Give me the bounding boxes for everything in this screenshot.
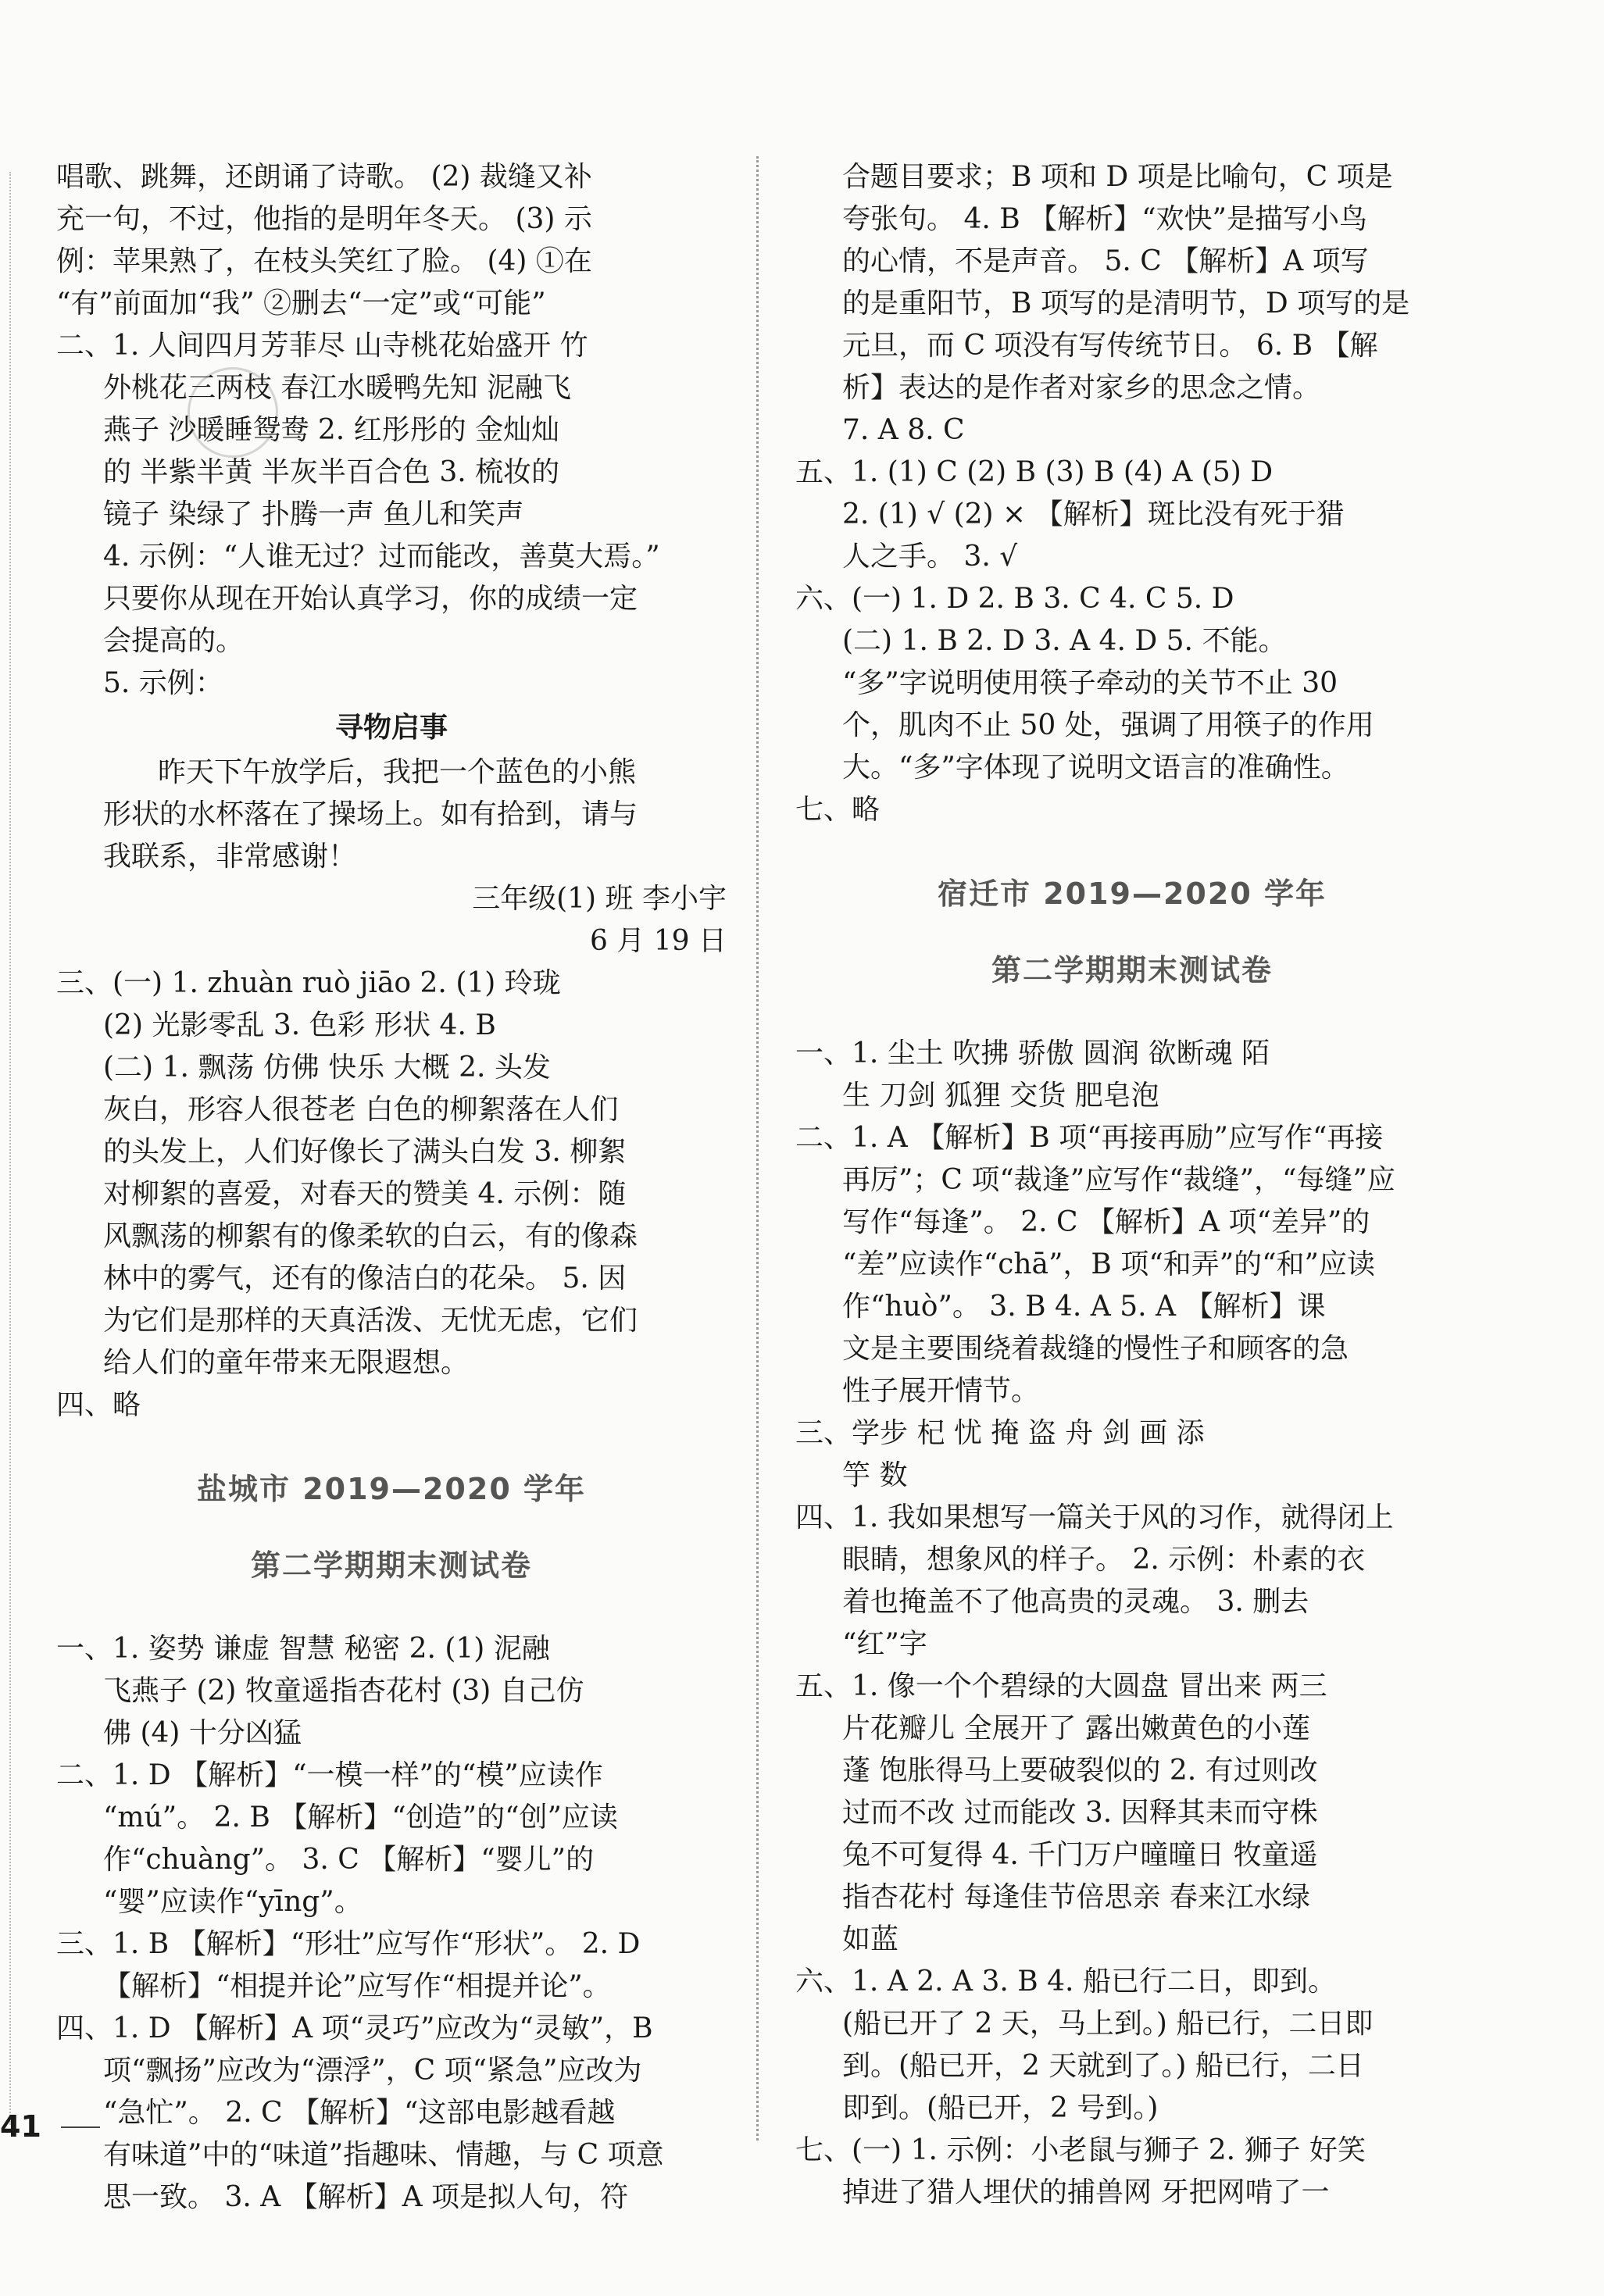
text-line: 4. 示例：“人谁无过？过而能改，善莫大焉。” xyxy=(103,541,660,573)
right-column xyxy=(795,156,1469,2214)
text-line: “急忙”。 2. C 【解析】“这部电影越看越 xyxy=(103,2097,616,2129)
notice-title: 寻物启事 xyxy=(334,712,448,744)
section-heading: 盐城市 2019—2020 学年 xyxy=(197,1472,586,1506)
text-line: 五、1. (1) C (2) B (3) B (4) A (5) D xyxy=(795,456,1274,488)
text-line: 灰白，形容人很苍老 白色的柳絮落在人们 xyxy=(103,1094,619,1126)
text-line: 析】表达的是作者对家乡的思念之情。 xyxy=(842,372,1321,404)
text-line: 一、1. 尘土 吹拂 骄傲 圆润 欲断魂 陌 xyxy=(795,1037,1270,1069)
text-line: 指杏花村 每逢佳节倍思亲 春来江水绿 xyxy=(842,1881,1310,1913)
text-line: 燕子 沙暖睡鸳鸯 2. 红彤彤的 金灿灿 xyxy=(103,414,560,446)
text-line: 镜子 染绿了 扑腾一声 鱼儿和笑声 xyxy=(103,498,524,530)
text-line: “差”应读作“chā”，B 项“和弄”的“和”应读 xyxy=(842,1248,1375,1280)
text-line: 有味道”中的“味道”指趣味、情趣，与 C 项意 xyxy=(103,2139,664,2171)
text-line: 为它们是那样的天真活泼、无忧无虑，它们 xyxy=(103,1305,638,1337)
text-line: 飞燕子 (2) 牧童遥指杏花村 (3) 自己仿 xyxy=(103,1675,584,1707)
text-line: 着也掩盖不了他高贵的灵魂。 3. 删去 xyxy=(842,1586,1309,1618)
text-line: 如蓝 xyxy=(842,1923,899,1955)
text-line: (二) 1. 飘荡 仿佛 快乐 大概 2. 头发 xyxy=(103,1052,551,1084)
text-line: 元旦，而 C 项没有写传统节日。 6. B 【解 xyxy=(842,330,1378,362)
text-line: 片花瓣儿 全展开了 露出嫩黄色的小莲 xyxy=(842,1712,1310,1744)
text-line: 四、1. D 【解析】A 项“灵巧”应改为“灵敏”，B xyxy=(56,2012,653,2044)
text-line: “婴”应读作“yīng”。 xyxy=(103,1886,363,1918)
text-line: 充一句，不过，他指的是明年冬天。 (3) 示 xyxy=(56,203,592,235)
text-line: 性子展开情节。 xyxy=(842,1375,1040,1407)
text-line: 二、1. D 【解析】“一模一样”的“模”应读作 xyxy=(56,1759,603,1791)
left-column xyxy=(56,156,727,2219)
text-line: 的头发上，人们好像长了满头白发 3. 柳絮 xyxy=(103,1136,627,1168)
text-line: 眼睛，想象风的样子。 2. 示例：朴素的衣 xyxy=(842,1544,1366,1576)
text-line: 项“飘扬”应改为“漂浮”，C 项“紧急”应改为 xyxy=(103,2055,642,2087)
text-line: 例：苹果熟了，在枝头笑红了脸。 (4) ①在 xyxy=(56,245,592,277)
margin-guide xyxy=(9,172,11,2125)
text-line: 兔不可复得 4. 千门万户曈曈日 牧童遥 xyxy=(842,1839,1318,1871)
text-line: 六、(一) 1. D 2. B 3. C 4. C 5. D xyxy=(795,583,1234,615)
page-number: 41 xyxy=(0,2109,41,2144)
text-line: 形状的水杯落在了操场上。如有拾到，请与 xyxy=(103,798,638,830)
text-line: 三、1. B 【解析】“形壮”应写作“形状”。 2. D xyxy=(56,1928,641,1960)
text-line: 即到。(船已开，2 号到。) xyxy=(842,2092,1159,2124)
text-line: (二) 1. B 2. D 3. A 4. D 5. 不能。 xyxy=(842,625,1287,657)
text-line: 【解析】“相提并论”应写作“相提并论”。 xyxy=(103,1970,611,2002)
text-line: 掉进了猎人埋伏的捕兽网 牙把网啃了一 xyxy=(842,2176,1330,2209)
text-line: “有”前面加“我” ②删去“一定”或“可能” xyxy=(56,287,546,320)
text-line: 一、1. 姿势 谦虚 智慧 秘密 2. (1) 泥融 xyxy=(56,1633,550,1665)
notice-signature: 三年级(1) 班 李小宇 xyxy=(472,883,727,915)
text-line: 思一致。 3. A 【解析】A 项是拟人句，符 xyxy=(103,2181,629,2213)
text-line: “mú”。 2. B 【解析】“创造”的“创”应读 xyxy=(103,1801,618,1834)
column-divider xyxy=(756,156,759,2141)
text-line: 的是重阳节，B 项写的是清明节，D 项写的是 xyxy=(842,287,1410,320)
text-line: 5. 示例： xyxy=(103,667,223,699)
text-line: 作“huò”。 3. B 4. A 5. A 【解析】课 xyxy=(842,1291,1326,1323)
text-line: 六、1. A 2. A 3. B 4. 船已行二日，即到。 xyxy=(795,1966,1336,1998)
text-line: 个，肌肉不止 50 处，强调了用筷子的作用 xyxy=(842,709,1374,741)
text-line: (船已开了 2 天，马上到。) 船已行，二日即 xyxy=(842,2008,1374,2040)
text-line: 五、1. 像一个个碧绿的大圆盘 冒出来 两三 xyxy=(795,1670,1327,1702)
text-line: 林中的雾气，还有的像洁白的花朵。 5. 因 xyxy=(103,1262,627,1294)
text-line: 大。“多”字体现了说明文语言的准确性。 xyxy=(842,752,1349,784)
text-line: 我联系，非常感谢！ xyxy=(103,841,357,873)
text-line: 只要你从现在开始认真学习，你的成绩一定 xyxy=(103,583,638,615)
text-line: 写作“每逢”。 2. C 【解析】A 项“差异”的 xyxy=(842,1206,1370,1238)
text-line: 的心情，不是声音。 5. C 【解析】A 项写 xyxy=(842,245,1369,277)
text-line: 四、略 xyxy=(56,1389,141,1421)
page-number-dash xyxy=(61,2126,100,2128)
text-line: 2. (1) √ (2) × 【解析】斑比没有死于猎 xyxy=(842,498,1345,530)
text-line: 三、学步 杞 忧 掩 盗 舟 剑 画 添 xyxy=(795,1417,1205,1449)
text-line: 四、1. 我如果想写一篇关于风的习作，就得闭上 xyxy=(795,1502,1394,1534)
text-line: 合题目要求；B 项和 D 项是比喻句，C 项是 xyxy=(842,161,1393,193)
text-line: 的 半紫半黄 半灰半百合色 3. 梳妆的 xyxy=(103,456,560,488)
text-line: 竽 数 xyxy=(842,1459,908,1491)
text-line: 二、1. 人间四月芳菲尽 山寺桃花始盛开 竹 xyxy=(56,330,588,362)
text-line: 蓬 饱胀得马上要破裂似的 2. 有过则改 xyxy=(842,1755,1318,1787)
text-line: 作“chuàng”。 3. C 【解析】“婴儿”的 xyxy=(103,1844,595,1876)
text-line: 文是主要围绕着裁缝的慢性子和顾客的急 xyxy=(842,1333,1349,1365)
text-line: (2) 光影零乱 3. 色彩 形状 4. B xyxy=(103,1009,496,1041)
text-line: 七、(一) 1. 示例：小老鼠与狮子 2. 狮子 好笑 xyxy=(795,2134,1366,2166)
text-line: 7. A 8. C xyxy=(842,414,965,446)
text-line: 佛 (4) 十分凶猛 xyxy=(103,1717,302,1749)
text-line: “多”字说明使用筷子牵动的关节不止 30 xyxy=(842,667,1338,699)
text-line: 给人们的童年带来无限遐想。 xyxy=(103,1347,470,1379)
text-line: “红”字 xyxy=(842,1628,927,1660)
text-line: 过而不改 过而能改 3. 因释其耒而守株 xyxy=(842,1797,1318,1829)
text-line: 外桃花三两枝 春江水暖鸭先知 泥融飞 xyxy=(103,372,571,404)
section-heading: 第二学期期末测试卷 xyxy=(991,953,1273,987)
text-line: 到。(船已开，2 天就到了。) 船已行，二日 xyxy=(842,2050,1364,2082)
text-line: 风飘荡的柳絮有的像柔软的白云，有的像森 xyxy=(103,1220,638,1252)
text-line: 二、1. A 【解析】B 项“再接再励”应写作“再接 xyxy=(795,1122,1384,1154)
text-line: 再厉”；C 项“裁逢”应写作“裁缝”，“每缝”应 xyxy=(842,1164,1395,1196)
text-line: 昨天下午放学后，我把一个蓝色的小熊 xyxy=(158,756,637,788)
text-line: 三、(一) 1. zhuàn ruò jiāo 2. (1) 玲珑 xyxy=(56,967,561,999)
section-heading: 宿迁市 2019—2020 学年 xyxy=(938,877,1327,911)
text-line: 七、略 xyxy=(795,794,881,826)
text-line: 对柳絮的喜爱，对春天的赞美 4. 示例：随 xyxy=(103,1178,627,1210)
text-line: 会提高的。 xyxy=(103,625,245,657)
text-line: 生 刀剑 狐狸 交货 肥皂泡 xyxy=(842,1080,1159,1112)
text-line: 夸张句。 4. B 【解析】“欢快”是描写小鸟 xyxy=(842,203,1367,235)
section-heading: 第二学期期末测试卷 xyxy=(250,1548,532,1583)
text-line: 唱歌、跳舞，还朗诵了诗歌。 (2) 裁缝又补 xyxy=(56,161,592,193)
notice-date: 6 月 19 日 xyxy=(589,925,727,957)
text-line: 人之手。 3. √ xyxy=(842,541,1018,573)
